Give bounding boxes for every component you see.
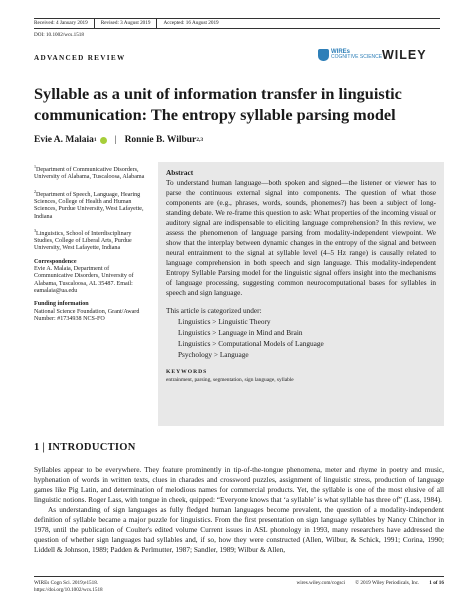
author-line — [34, 135, 203, 145]
keywords-text: entrainment, parsing, segmentation, sign language, syllable — [166, 377, 294, 383]
accepted-date: Accepted: 16 August 2019 — [163, 20, 219, 26]
dates-bar — [34, 18, 440, 29]
article-title: Syllable as a unit of information transfer in linguistic communication: The entropy syllable parsing model — [34, 84, 402, 124]
category-item: Linguistics > Linguistic Theory — [178, 317, 271, 326]
footer-journal: WIREs Cogn Sci. 2019;e1518. — [34, 580, 99, 586]
page-number: 1 of 16 — [429, 580, 444, 586]
author-2[interactable]: Ronnie B. Wilbur — [124, 135, 197, 145]
affiliations-column — [34, 163, 146, 329]
abstract-text: To understand human language—both spoken and signed—the listener or viewer has to parse the continuous external signal into components. The question of what those components are (e.g., phrases, words, sounds, phonemes?) has been a subject of long-standing debate. We re-frame this question to ask: What properties of the incoming visual or auditory signal are indispensable to eliciting language comprehension? In this review, we assess the phenomenon of language parsing from modality-independent viewpoint. We show that the interplay between dynamic changes in the entropy of the signal and between neural entrainment to the signal at syllable level (4–5 Hz range) is causally related to language comprehension in both speech and sign language. This modality-independent Entropy Syllable Parsing model for the linguistic signal offers insight into the mechanisms of language processing, suggesting common neurocomputational bases for syllables in speech and sign language. — [166, 178, 436, 297]
intro-heading: 1 | INTRODUCTION — [34, 442, 136, 453]
author-separator: | — [114, 135, 117, 145]
keywords-heading: KEYWORDS — [166, 369, 208, 375]
footer-url[interactable]: wires.wiley.com/cogsci — [296, 580, 346, 586]
orcid-icon[interactable] — [100, 137, 107, 144]
wires-logo — [318, 49, 382, 61]
footer-copyright: © 2019 Wiley Periodicals, Inc. — [355, 580, 420, 586]
affiliation-3: $^3$Linguistics, School of Interdisciplinary Studies, College of Liberal Arts, Purdue University, West Lafayette, Indiana — [34, 227, 132, 252]
received-date: Received: 4 January 2019 — [34, 19, 95, 28]
publisher-logo: WILEY — [382, 48, 427, 62]
footer-doi[interactable]: https://doi.org/10.1002/wcs.1518 — [34, 586, 103, 593]
author-2-sup: 2,3 — [196, 137, 204, 143]
wires-subtitle: COGNITIVE SCIENCE — [331, 54, 383, 60]
section-label: ADVANCED REVIEW — [34, 54, 126, 62]
funding-heading: Funding information — [34, 301, 89, 308]
author-1[interactable]: Evie A. Malaia — [34, 135, 94, 145]
category-item: Psychology > Language — [178, 350, 249, 359]
category-item: Linguistics > Computational Models of Language — [178, 339, 324, 348]
correspondence-text: Evie A. Malaia, Department of Communicative Disorders, University of Alabama, Tuscaloosa, AL 35487. Email: eamalaia@ua.edu — [34, 266, 134, 294]
wires-name: WIREs — [331, 48, 351, 55]
categorized-intro: This article is categorized under: — [166, 306, 262, 315]
abstract-heading: Abstract — [166, 168, 194, 177]
correspondence-heading: Correspondence — [34, 258, 77, 265]
intro-paragraph-2: As understanding of sign languages as fully fledged human languages become prevalent, the question of a modality-independent definition of syllable became a major puzzle for linguistics. From the first presentation on sign language syllables by Nancy Chinchor in 1978, until the publication of Coulter's edited volume Current issues in ASL phonology in 1993, many researchers have addressed the question of whether sign languages had syllables and, if so, how they were constructed (Allen, Wilbur, & Schick, 1991; Corina, 1990; Liddell & Johnson, 1989; Padden & Perlmutter, 1987; Sandler, 1989; Wilbur & Allen, — [34, 505, 444, 554]
wires-shield-icon — [318, 49, 329, 61]
affiliation-2: $^2$Department of Speech, Language, Hearing Sciences, College of Health and Human Sciences, Purdue University, West Lafayette, Indiana — [34, 188, 144, 220]
category-item: Linguistics > Language in Mind and Brain — [178, 328, 303, 337]
funding-text: National Science Foundation, Grant/Award Number: #1734938 NCS-FO — [34, 308, 140, 322]
intro-paragraph-1: Syllables appear to be everywhere. They feature prominently in tip-of-the-tongue phenomena, meter and rhyme in poetry and music, hyphenation of words in written texts, clues in charades and crossword puzzles, assignment of linguistic stress, production of language games like Pig Latin, and determination of melodious names for commercial products. Yet, the syllable is one of the most elusive of all linguistic notions. Roger Lass, with tongue in cheek, quipped: “Everyone knows that ‘a syllable’ is what syllable has three of” (Lass, 1984). — [34, 465, 444, 504]
affiliation-1: $^1$Department of Communicative Disorders, University of Alabama, Tuscaloosa, Alabama — [34, 164, 145, 181]
intro-body — [34, 465, 444, 555]
abstract-box — [158, 162, 444, 426]
author-1-sup: 1 — [93, 137, 97, 143]
doi[interactable]: DOI: 10.1002/wcs.1518 — [34, 32, 84, 38]
revised-date: Revised: 3 August 2019 — [95, 19, 158, 28]
page-footer — [34, 576, 444, 593]
